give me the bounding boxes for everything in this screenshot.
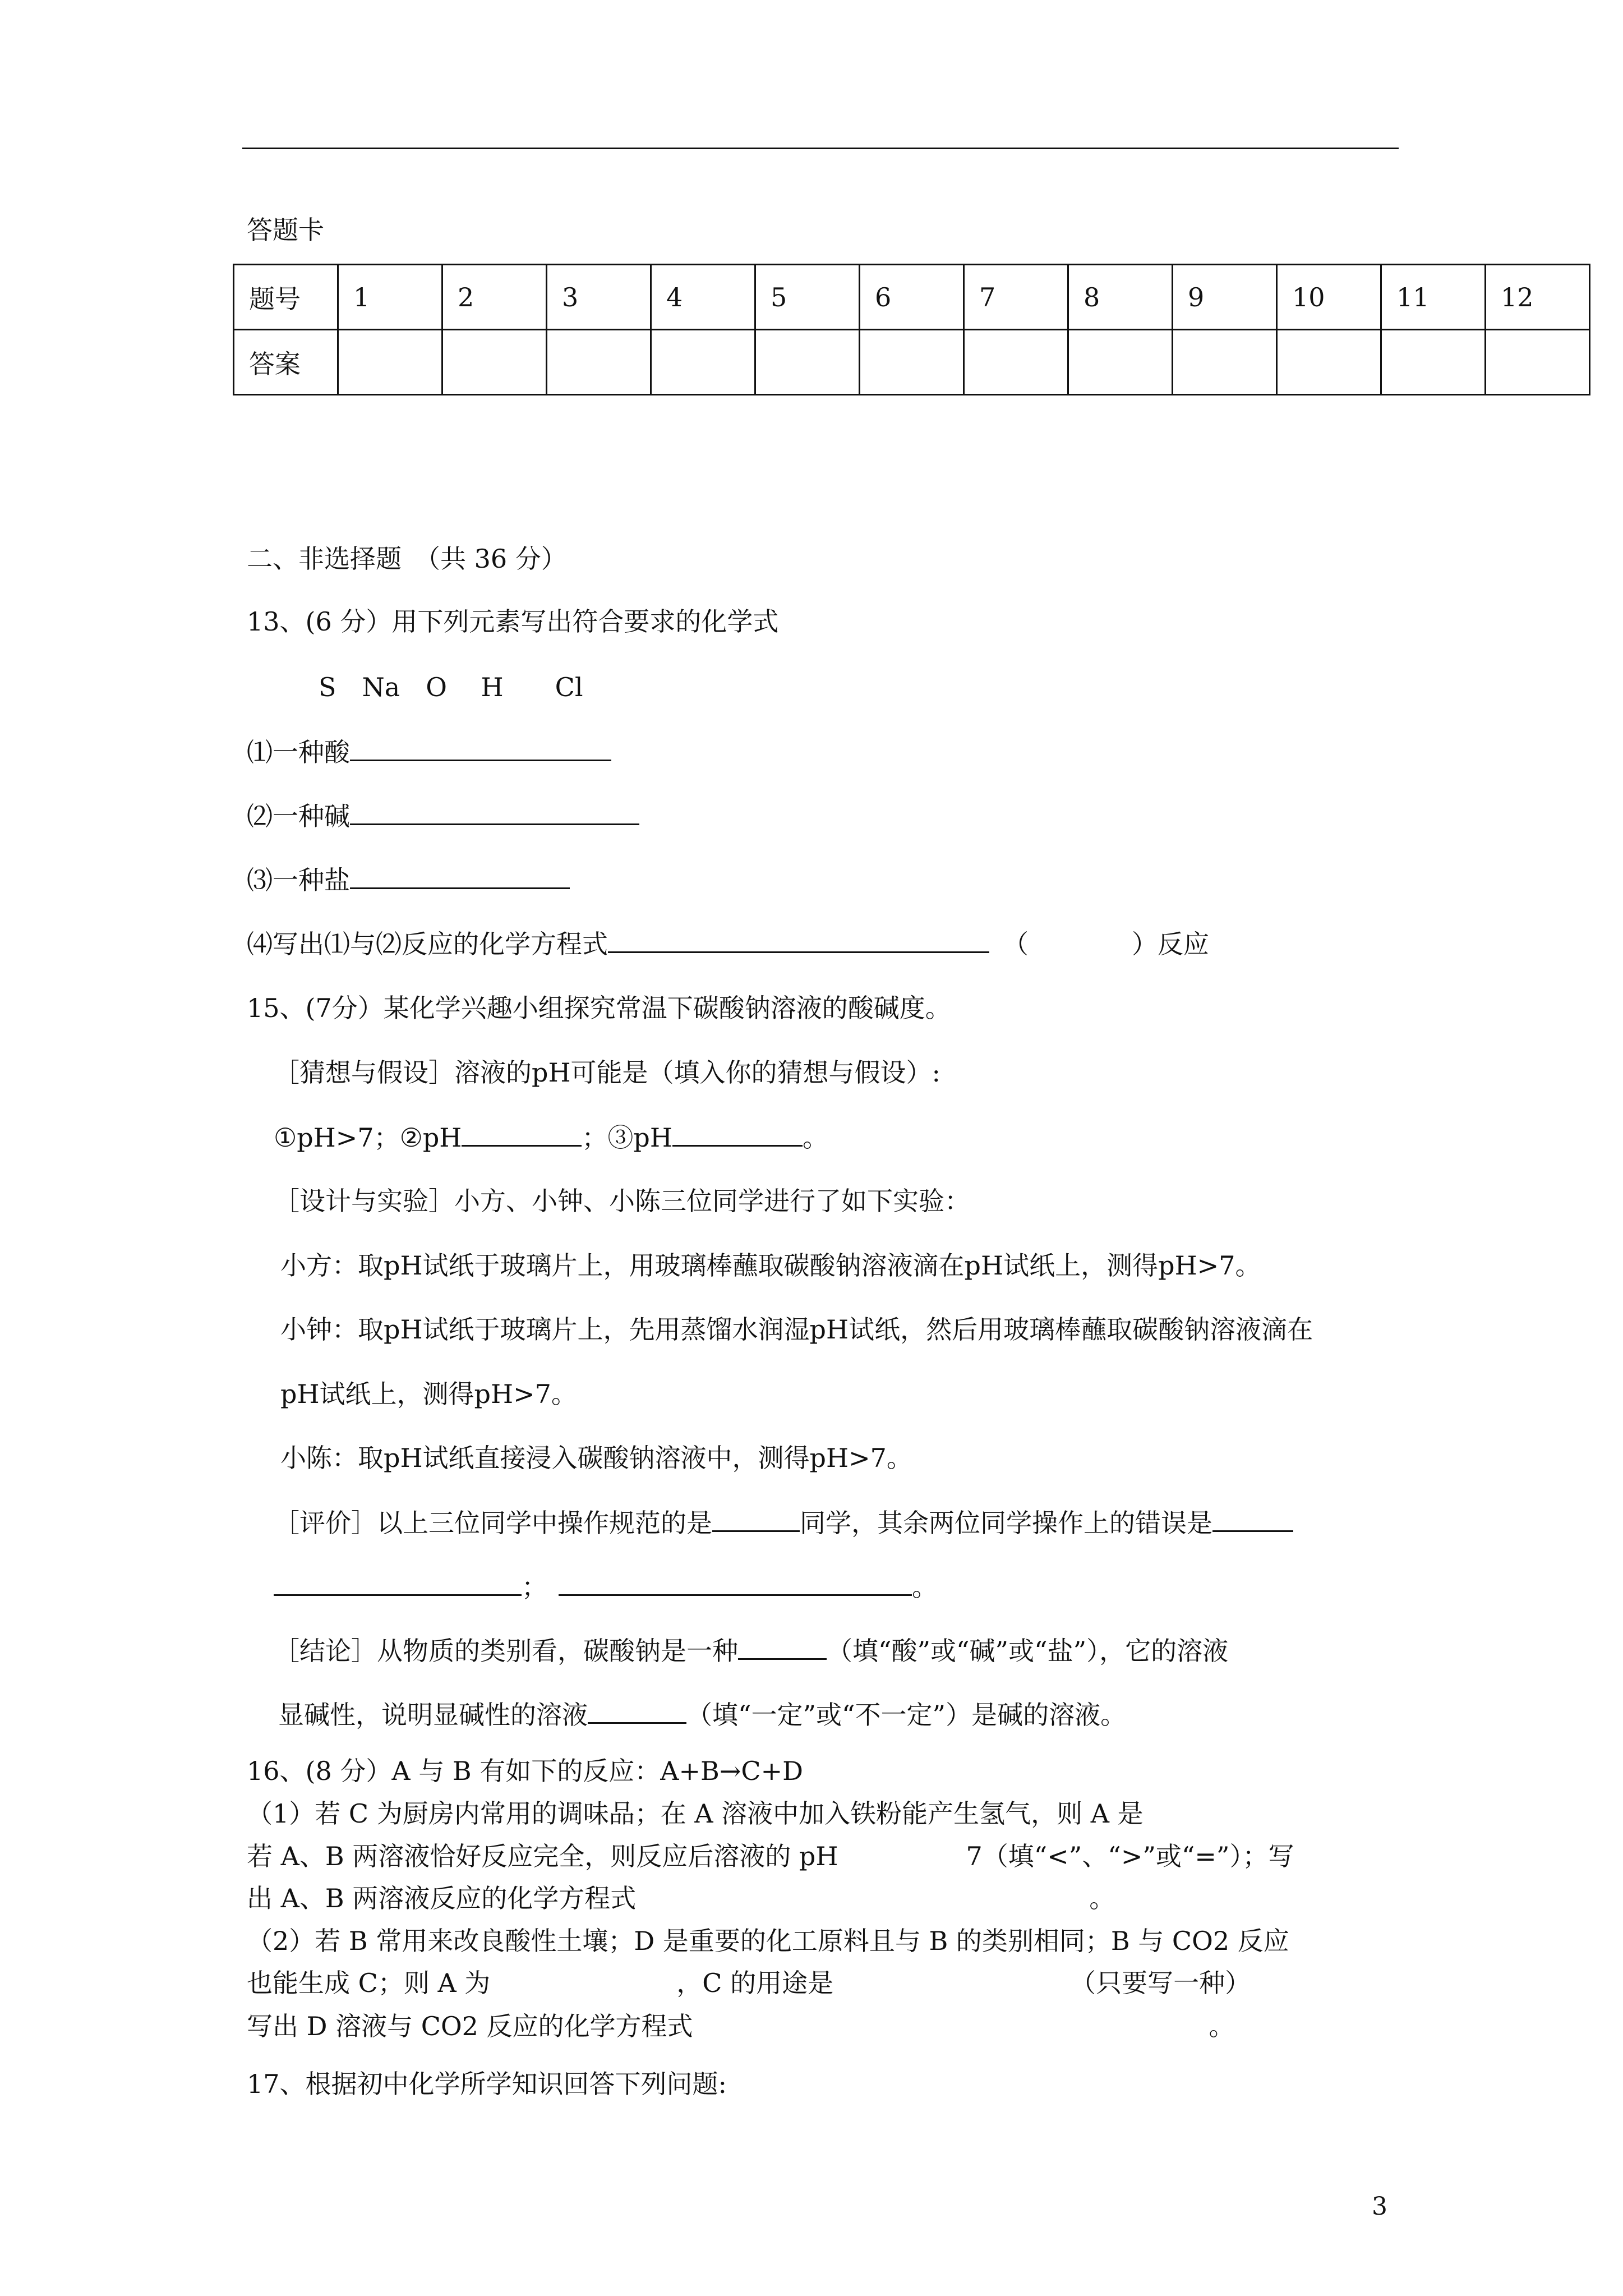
- answer-cell[interactable]: [1277, 330, 1381, 395]
- q13-part3-blank[interactable]: [350, 863, 570, 889]
- answer-cell[interactable]: [964, 330, 1068, 395]
- answer-card-table: [233, 264, 1590, 395]
- question-number: 9: [1173, 265, 1277, 330]
- q15-conclusion-2: 显碱性，说明显碱性的溶液 （填“一定”或“不一定”）是碱的溶液。: [278, 1697, 1126, 1732]
- question-number: 2: [442, 265, 547, 330]
- answer-card-number-row: [234, 265, 1590, 330]
- q13-part1-blank[interactable]: [350, 735, 611, 761]
- answer-cell[interactable]: [1068, 330, 1173, 395]
- q15-conclusion-1: ［结论］从物质的类别看，碳酸钠是一种 （填“酸”或“碱”或“盐”），它的溶液: [274, 1634, 1228, 1668]
- q15-evaluation-1: ［评价］以上三位同学中操作规范的是 同学，其余两位同学操作上的错误是: [274, 1506, 1293, 1540]
- q16-line3: 出 A、B 两溶液反应的化学方程式 。: [247, 1883, 1115, 1913]
- q15-design: ［设计与实验］小方、小钟、小陈三位同学进行了如下实验：: [274, 1186, 970, 1216]
- section-heading: 二、非选择题 （共 36 分）: [247, 544, 567, 574]
- q15-guess-blank-2[interactable]: [462, 1120, 582, 1147]
- question-number: 7: [964, 265, 1068, 330]
- q15-eval-blank-error-start[interactable]: [1212, 1506, 1293, 1532]
- q13-part3: [247, 863, 570, 897]
- answer-cell[interactable]: [651, 330, 755, 395]
- question-number: 10: [1277, 265, 1381, 330]
- q16-stem: 16、(8 分）A 与 B 有如下的反应：A+B→C+D: [247, 1756, 803, 1786]
- question-number: 1: [338, 265, 442, 330]
- q13-part1-label: ⑴一种酸: [247, 737, 350, 767]
- q16-line1: （1）若 C 为厨房内常用的调味品；在 A 溶液中加入铁粉能产生氢气，则 A 是: [247, 1798, 1144, 1829]
- answer-cell[interactable]: [1381, 330, 1486, 395]
- answer-cell[interactable]: [755, 330, 860, 395]
- q16-line2: 若 A、B 两溶液恰好反应完全，则反应后溶液的 pH 7（填“<”、“>”或“=”）；写: [247, 1841, 1294, 1871]
- q15-evaluation-2: ； 。: [274, 1570, 938, 1604]
- q15-concl-blank-category[interactable]: [738, 1634, 827, 1660]
- header-rule: [242, 148, 1399, 149]
- q13-part1: [247, 735, 611, 769]
- q15-guess-blank-3[interactable]: [672, 1120, 803, 1147]
- q15-xiaochen: 小陈：取pH试纸直接浸入碳酸钠溶液中，测得pH>7。: [280, 1443, 912, 1473]
- q13-part2: [247, 799, 639, 833]
- answer-cell[interactable]: [547, 330, 651, 395]
- q15-eval-blank-student[interactable]: [712, 1506, 800, 1532]
- q13-elements: S Na O H Cl: [319, 672, 583, 702]
- question-number: 8: [1068, 265, 1173, 330]
- q15-guess-options: ①pH>7；②pH ；③pH 。: [274, 1120, 828, 1154]
- q13-part4-reaction-type: （ ）反应: [1003, 929, 1209, 959]
- q15-eval-blank-error-1[interactable]: [274, 1570, 522, 1596]
- q13-part3-label: ⑶一种盐: [247, 865, 350, 895]
- q15-eval-blank-error-2[interactable]: [559, 1570, 912, 1596]
- page-number: 3: [1372, 2192, 1387, 2221]
- q15-xiaofang: 小方：取pH试纸于玻璃片上，用玻璃棒蘸取碳酸钠溶液滴在pH试纸上，测得pH>7。: [280, 1250, 1261, 1281]
- question-number: 6: [860, 265, 964, 330]
- answer-cell[interactable]: [860, 330, 964, 395]
- answer-cell[interactable]: [338, 330, 442, 395]
- question-number: 12: [1486, 265, 1590, 330]
- q16-line5: 也能生成 C；则 A 为 ，C 的用途是 （只要写一种）: [247, 1968, 1251, 1998]
- answer-card-header-label: 题号: [234, 265, 338, 330]
- q16-line4: （2）若 B 常用来改良酸性土壤；D 是重要的化工原料且与 B 的类别相同；B 与 CO2 反应: [247, 1926, 1289, 1956]
- answer-cell[interactable]: [442, 330, 547, 395]
- answer-card-answer-label: 答案: [234, 330, 338, 395]
- answer-card-title: 答题卡: [247, 215, 324, 245]
- q13-part2-label: ⑵一种碱: [247, 801, 350, 831]
- question-number: 4: [651, 265, 755, 330]
- q13-part2-blank[interactable]: [350, 799, 639, 825]
- answer-card-answer-row: [234, 330, 1590, 395]
- q13-part4-label: ⑷写出⑴与⑵反应的化学方程式: [247, 929, 608, 959]
- q15-concl-blank-certainty[interactable]: [588, 1697, 686, 1724]
- q13-part4-blank[interactable]: [608, 927, 989, 953]
- q15-stem: 15、(7分）某化学兴趣小组探究常温下碳酸钠溶液的酸碱度。: [247, 993, 951, 1023]
- q15-guess: ［猜想与假设］溶液的pH可能是（填入你的猜想与假设）:: [274, 1057, 941, 1088]
- q15-xiaozhong-2: pH试纸上，测得pH>7。: [280, 1379, 577, 1409]
- answer-cell[interactable]: [1173, 330, 1277, 395]
- question-number: 11: [1381, 265, 1486, 330]
- question-number: 3: [547, 265, 651, 330]
- q13-stem: 13、(6 分）用下列元素写出符合要求的化学式: [247, 606, 779, 637]
- answer-cell[interactable]: [1486, 330, 1590, 395]
- q13-part4: [247, 927, 1209, 961]
- q16-line6: 写出 D 溶液与 CO2 反应的化学方程式 。: [247, 2011, 1235, 2041]
- q17-stem: 17、根据初中化学所学知识回答下列问题:: [247, 2069, 727, 2099]
- q15-xiaozhong-1: 小钟：取pH试纸于玻璃片上，先用蒸馏水润湿pH试纸，然后用玻璃棒蘸取碳酸钠溶液滴在: [280, 1314, 1313, 1345]
- question-number: 5: [755, 265, 860, 330]
